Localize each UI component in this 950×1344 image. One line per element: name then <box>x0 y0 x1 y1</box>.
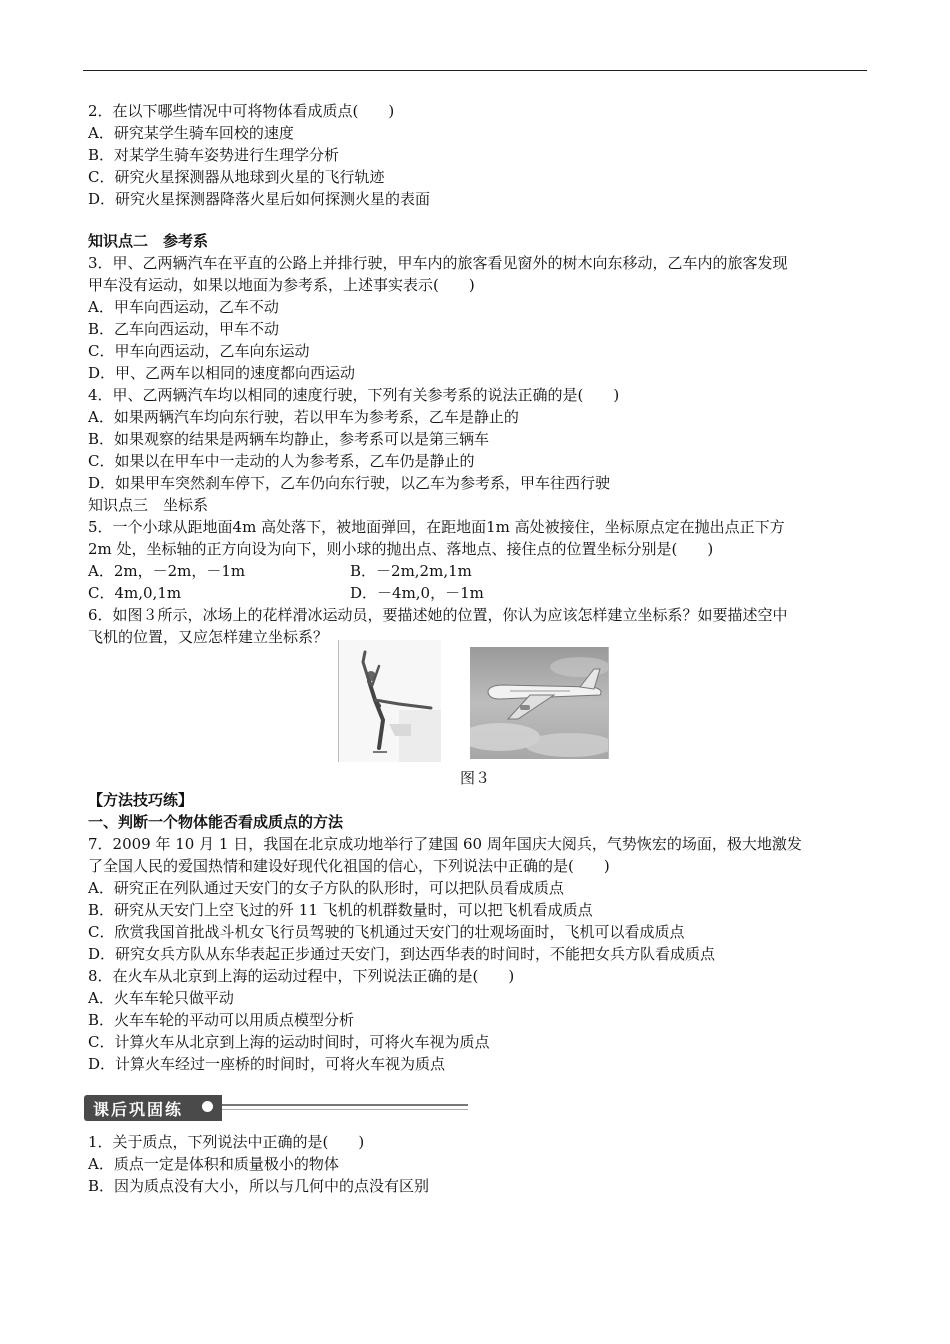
homework-section-banner <box>84 1093 468 1123</box>
q5-stem-line1: 5．一个小球从距地面4m 高处落下，被地面弹回，在距地面1m 高处被接住，坐标原点定在抛出点正下方 <box>88 518 785 536</box>
h1-stem: 1．关于质点，下列说法中正确的是( ) <box>88 1133 365 1151</box>
airplane-icon <box>470 647 608 759</box>
q8-option-a: A．火车车轮只做平动 <box>88 989 234 1007</box>
q5-option-a: A．2m，－2m，－1m <box>88 562 246 580</box>
q3-option-c: C．甲车向西运动，乙车向东运动 <box>88 342 310 360</box>
q4-option-a: A．如果两辆汽车均向东行驶，若以甲车为参考系，乙车是静止的 <box>88 408 519 426</box>
practice-section-title: 【方法技巧练】 <box>88 791 194 809</box>
q3-option-b: B．乙车向西运动，甲车不动 <box>88 320 280 338</box>
q2-option-b: B．对某学生骑车姿势进行生理学分析 <box>88 146 340 164</box>
q3-option-a: A．甲车向西运动，乙车不动 <box>88 298 279 316</box>
q8-stem: 8．在火车从北京到上海的运动过程中，下列说法正确的是( ) <box>88 967 515 985</box>
q8-option-c: C．计算火车从北京到上海的运动时间时，可将火车视为质点 <box>88 1033 490 1051</box>
figure-caption: 图３ <box>460 769 491 787</box>
q3-option-d: D．甲、乙两车以相同的速度都向西运动 <box>88 364 356 382</box>
q7-option-d: D．研究女兵方队从东华表起正步通过天安门，到达西华表的时间时，不能把女兵方队看成质点 <box>88 945 716 963</box>
method-section-title: 一、判断一个物体能否看成质点的方法 <box>88 813 344 831</box>
q5-stem-line2: 2m 处，坐标轴的正方向设为向下，则小球的抛出点、落地点、接住点的位置坐标分别是( ) <box>88 540 714 558</box>
q4-option-c: C．如果以在甲车中一走动的人为参考系，乙车仍是静止的 <box>88 452 475 470</box>
figure-skater-image <box>338 640 441 762</box>
banner-dot-icon <box>202 1101 213 1112</box>
q2-option-a: A．研究某学生骑车回校的速度 <box>88 124 294 142</box>
h1-option-a: A．质点一定是体积和质量极小的物体 <box>88 1155 339 1173</box>
q2-stem: 2．在以下哪些情况中可将物体看成质点( ) <box>88 102 395 120</box>
q7-option-a: A．研究正在列队通过天安门的女子方队的队形时，可以把队员看成质点 <box>88 879 564 897</box>
q5-option-d: D．－4m,0，－1m <box>350 584 484 602</box>
h1-option-b: B．因为质点没有大小，所以与几何中的点没有区别 <box>88 1177 430 1195</box>
q2-option-c: C．研究火星探测器从地球到火星的飞行轨迹 <box>88 168 385 186</box>
q4-stem: 4．甲、乙两辆汽车均以相同的速度行驶，下列有关参考系的说法正确的是( ) <box>88 386 620 404</box>
q7-option-c: C．欣赏我国首批战斗机女飞行员驾驶的飞机通过天安门的壮观场面时，飞机可以看成质点 <box>88 923 685 941</box>
q7-stem-line1: 7．2009 年 10 月 1 日，我国在北京成功地举行了建国 60 周年国庆大阅兵，气势恢宏的场面，极大地激发 <box>88 835 802 853</box>
q4-option-b: B．如果观察的结果是两辆车均静止，参考系可以是第三辆车 <box>88 430 490 448</box>
q6-stem-line1: 6．如图３所示，冰场上的花样滑冰运动员，要描述她的位置，你认为应该怎样建立坐标系？如要描述空中 <box>88 606 788 624</box>
q8-option-b: B．火车车轮的平动可以用质点模型分析 <box>88 1011 355 1029</box>
section-title-reference-frame: 知识点二 参考系 <box>88 232 209 250</box>
q4-option-d: D．如果甲车突然刹车停下，乙车仍向东行驶，以乙车为参考系，甲车往西行驶 <box>88 474 611 492</box>
q3-stem-line1: 3．甲、乙两辆汽车在平直的公路上并排行驶，甲车内的旅客看见窗外的树木向东移动，乙车内的旅客发现 <box>88 254 788 272</box>
banner-rule <box>222 1104 468 1106</box>
q8-option-d: D．计算火车经过一座桥的时间时，可将火车视为质点 <box>88 1055 446 1073</box>
figure-skater-icon <box>339 640 441 762</box>
q6-stem-line2: 飞机的位置，又应怎样建立坐标系？ <box>88 628 329 646</box>
q7-option-b: B．研究从天安门上空飞过的歼 11 飞机的机群数量时，可以把飞机看成质点 <box>88 901 593 919</box>
airplane-image <box>470 647 609 759</box>
section-title-coordinate-system: 知识点三 坐标系 <box>88 496 209 514</box>
q7-stem-line2: 了全国人民的爱国热情和建设好现代化祖国的信心，下列说法中正确的是( ) <box>88 857 610 875</box>
q2-option-d: D．研究火星探测器降落火星后如何探测火星的表面 <box>88 190 431 208</box>
q5-option-c: C．4m,0,1m <box>88 584 182 602</box>
q3-stem-line2: 甲车没有运动，如果以地面为参考系，上述事实表示( ) <box>88 276 475 294</box>
q5-option-b: B．－2m,2m,1m <box>350 562 472 580</box>
banner-rule-thin <box>222 1109 468 1110</box>
header-rule <box>83 70 867 71</box>
banner-title: 课后巩固练 <box>93 1100 184 1119</box>
